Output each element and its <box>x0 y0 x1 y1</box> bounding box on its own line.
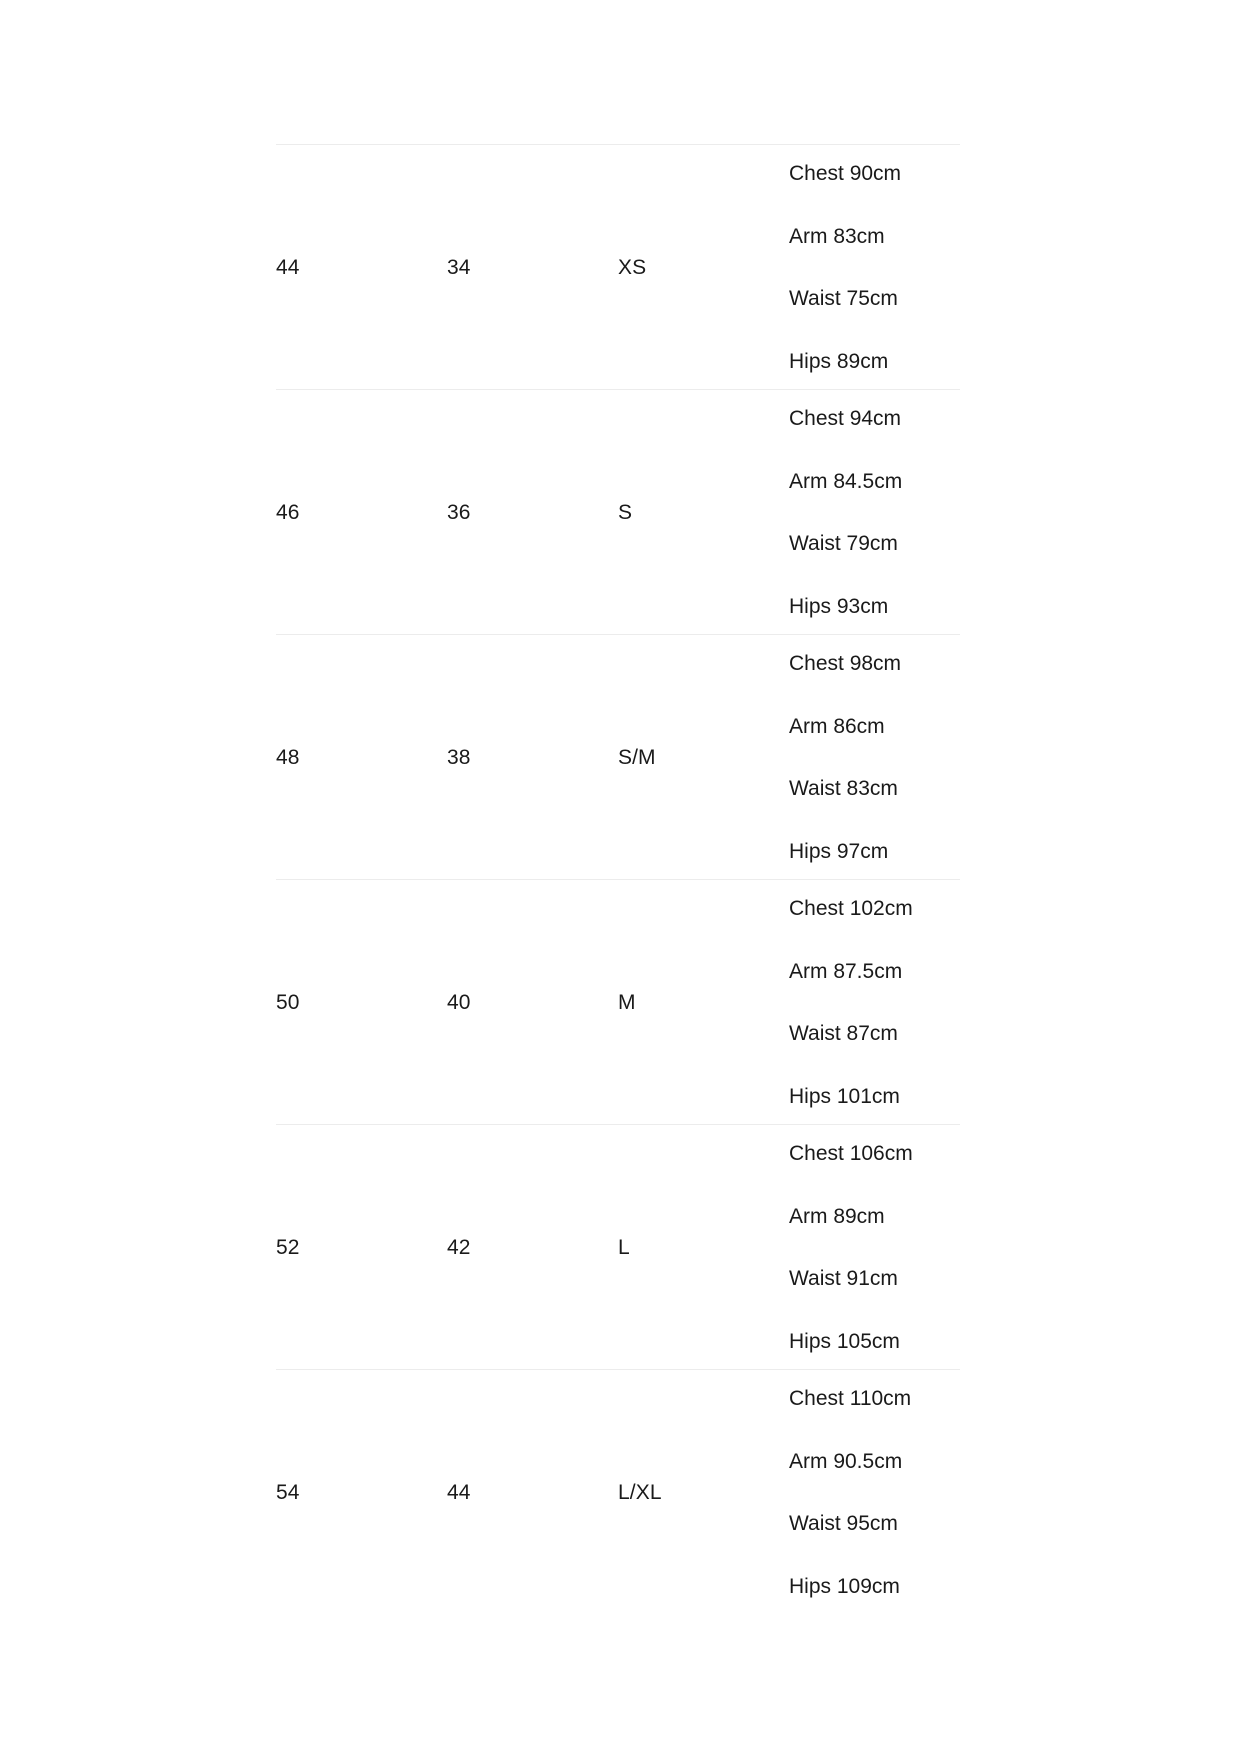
intl-size-cell: S/M <box>618 745 656 769</box>
size-chart-table <box>276 144 960 1614</box>
table-row <box>276 879 960 1124</box>
table-row <box>276 634 960 879</box>
arm-measurement: Arm 83cm <box>789 224 885 248</box>
measurements-cell <box>789 1370 960 1614</box>
intl-size-cell: L/XL <box>618 1480 662 1504</box>
chest-measurement: Chest 90cm <box>789 162 902 185</box>
chest-measurement: Chest 110cm <box>789 1387 912 1410</box>
hips-measurement: Hips 93cm <box>789 594 889 618</box>
eu-size-cell: 50 <box>276 990 300 1014</box>
uk-size-cell: 38 <box>447 745 471 769</box>
uk-size-cell: 44 <box>447 1480 471 1504</box>
table-row <box>276 389 960 634</box>
eu-size-cell: 52 <box>276 1235 300 1259</box>
uk-size-cell: 40 <box>447 990 471 1014</box>
intl-size-cell: S <box>618 500 633 524</box>
uk-size-cell: 42 <box>447 1235 471 1259</box>
eu-size-cell: 44 <box>276 255 300 279</box>
hips-measurement: Hips 109cm <box>789 1574 900 1598</box>
measurements-cell <box>789 880 960 1124</box>
waist-measurement: Waist 91cm <box>789 1267 898 1291</box>
measurements-cell <box>789 635 960 879</box>
arm-measurement: Arm 89cm <box>789 1204 885 1228</box>
arm-measurement: Arm 86cm <box>789 714 885 738</box>
chest-measurement: Chest 98cm <box>789 652 902 675</box>
hips-measurement: Hips 105cm <box>789 1329 900 1353</box>
table-row <box>276 1124 960 1369</box>
chest-measurement: Chest 94cm <box>789 407 902 430</box>
waist-measurement: Waist 75cm <box>789 287 898 311</box>
measurements-cell <box>789 1125 960 1369</box>
uk-size-cell: 34 <box>447 255 471 279</box>
eu-size-cell: 48 <box>276 745 300 769</box>
eu-size-cell: 54 <box>276 1480 300 1504</box>
chest-measurement: Chest 106cm <box>789 1142 913 1165</box>
arm-measurement: Arm 87.5cm <box>789 959 903 983</box>
table-row <box>276 144 960 389</box>
measurements-cell <box>789 390 960 634</box>
chest-measurement: Chest 102cm <box>789 897 913 920</box>
waist-measurement: Waist 87cm <box>789 1022 898 1046</box>
arm-measurement: Arm 90.5cm <box>789 1449 903 1473</box>
hips-measurement: Hips 89cm <box>789 349 889 373</box>
intl-size-cell: M <box>618 990 636 1014</box>
table-row <box>276 1369 960 1614</box>
hips-measurement: Hips 101cm <box>789 1084 900 1108</box>
intl-size-cell: L <box>618 1235 630 1259</box>
uk-size-cell: 36 <box>447 500 471 524</box>
eu-size-cell: 46 <box>276 500 300 524</box>
hips-measurement: Hips 97cm <box>789 839 889 863</box>
waist-measurement: Waist 95cm <box>789 1512 898 1536</box>
intl-size-cell: XS <box>618 255 647 279</box>
waist-measurement: Waist 83cm <box>789 777 898 801</box>
waist-measurement: Waist 79cm <box>789 532 898 556</box>
measurements-cell <box>789 145 960 389</box>
arm-measurement: Arm 84.5cm <box>789 469 903 493</box>
